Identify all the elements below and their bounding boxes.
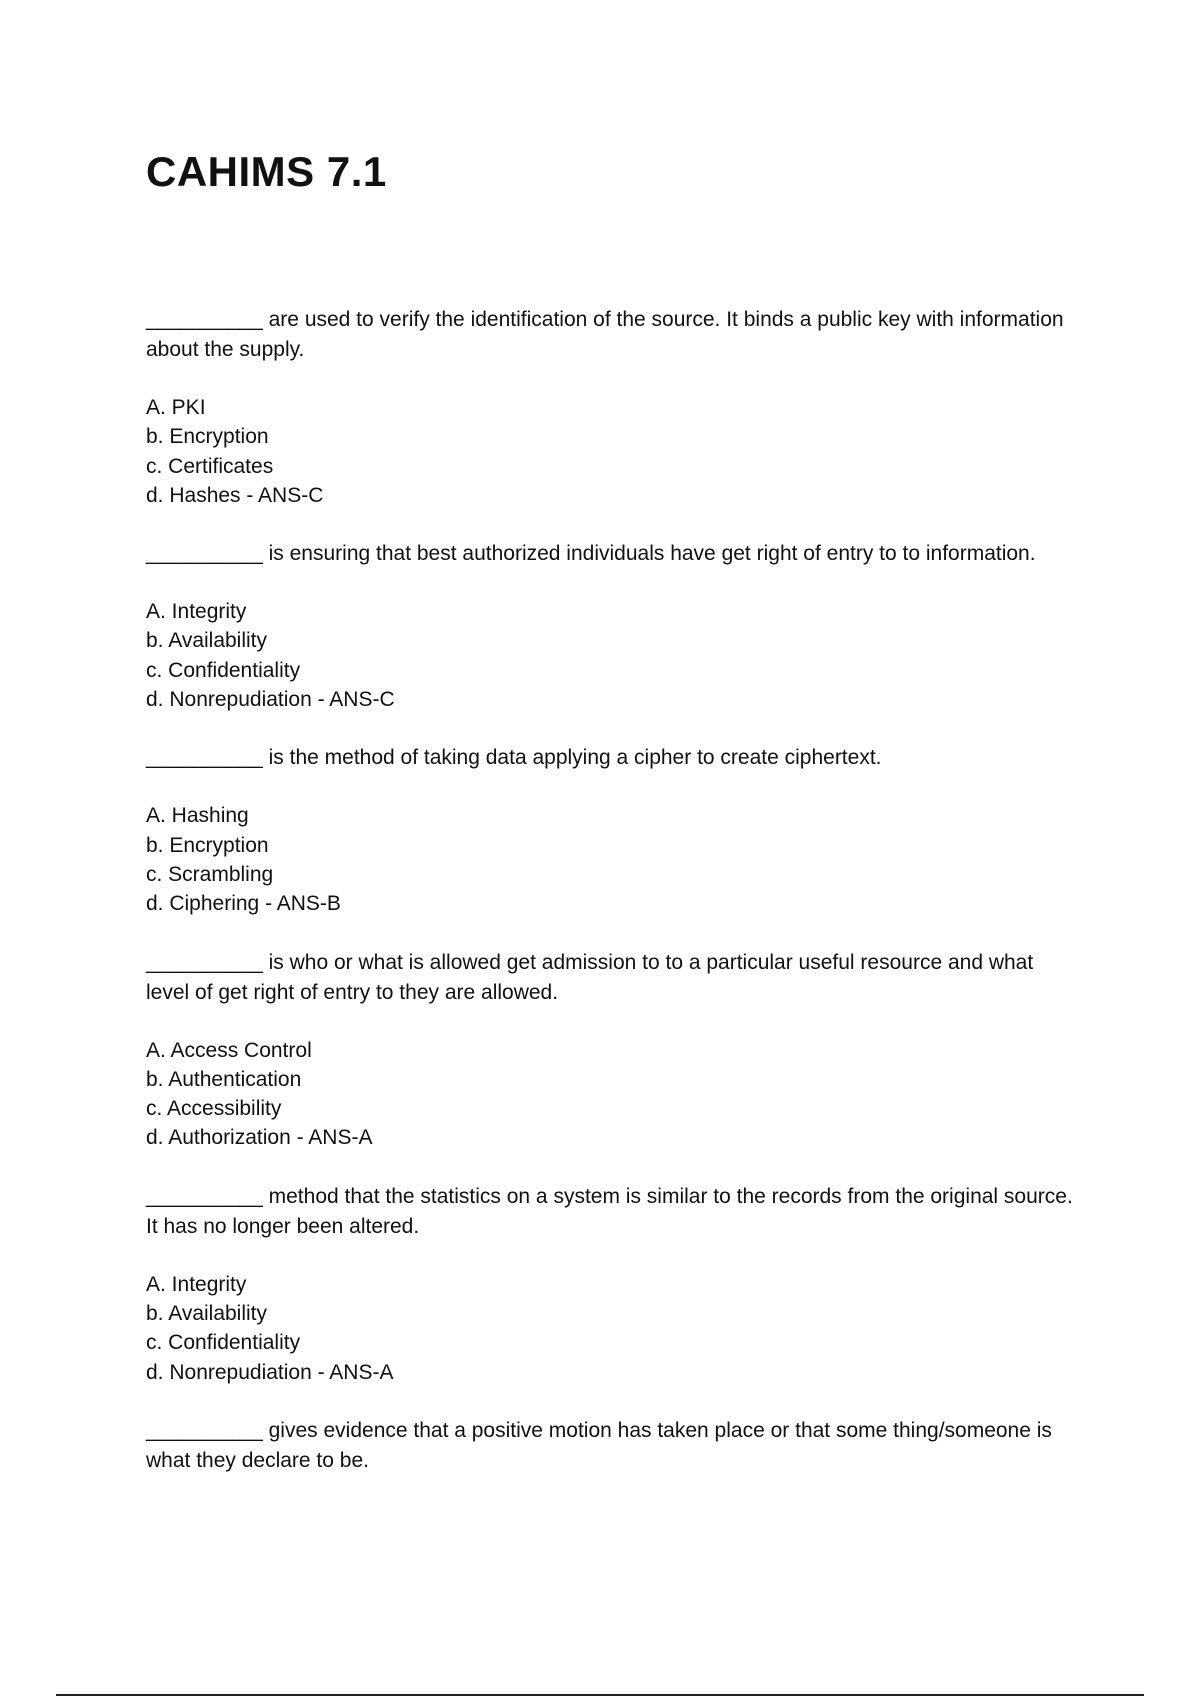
option-b: b. Authentication (146, 1067, 302, 1091)
question-stem: __________ gives evidence that a positive motion has taken place or that some thing/someone is what they declare to be. (146, 1418, 1052, 1472)
question-3 (146, 743, 1076, 918)
question-1 (146, 305, 1076, 510)
option-c: c. Certificates (146, 454, 274, 478)
question-list (146, 305, 1076, 1505)
option-d: d. Hashes - ANS-C (146, 483, 324, 507)
question-4 (146, 948, 1076, 1153)
question-2 (146, 539, 1076, 714)
option-c: c. Confidentiality (146, 658, 301, 682)
option-c: c. Scrambling (146, 862, 274, 886)
option-d: d. Nonrepudiation - ANS-C (146, 688, 395, 712)
option-a: A. Access Control (146, 1038, 312, 1062)
question-6 (146, 1416, 1076, 1476)
option-c: c. Confidentiality (146, 1331, 301, 1355)
question-5 (146, 1182, 1076, 1387)
option-b: b. Availability (146, 629, 268, 653)
option-a: A. Hashing (146, 804, 249, 828)
page-bottom-divider (56, 1694, 1144, 1696)
question-stem: __________ is who or what is allowed get admission to to a particular useful resource and what level of get right of entry to they are allowed. (146, 950, 1034, 1004)
question-stem: __________ are used to verify the identification of the source. It binds a public key with information about the supply. (146, 308, 1064, 361)
option-b: b. Availability (146, 1302, 268, 1326)
option-a: A. Integrity (146, 600, 247, 624)
option-d: d. Nonrepudiation - ANS-A (146, 1360, 394, 1384)
answer-options (146, 393, 1076, 510)
option-c: c. Accessibility (146, 1097, 282, 1121)
question-stem: __________ is the method of taking data applying a cipher to create ciphertext. (146, 746, 882, 770)
answer-options (146, 1270, 1076, 1387)
option-a: A. PKI (146, 396, 206, 419)
answer-options (146, 597, 1076, 714)
option-d: d. Authorization - ANS-A (146, 1126, 373, 1150)
option-a: A. Integrity (146, 1272, 247, 1296)
option-b: b. Encryption (146, 425, 269, 449)
page-title: CAHIMS 7.1 (146, 148, 387, 195)
option-d: d. Ciphering - ANS-B (146, 892, 341, 916)
answer-options (146, 801, 1076, 918)
option-b: b. Encryption (146, 833, 269, 857)
question-stem: __________ is ensuring that best authorized individuals have get right of entry to to information. (146, 542, 1036, 566)
question-stem: __________ method that the statistics on a system is similar to the records from the original source. It has no longer been altered. (146, 1184, 1073, 1238)
answer-options (146, 1036, 1076, 1153)
